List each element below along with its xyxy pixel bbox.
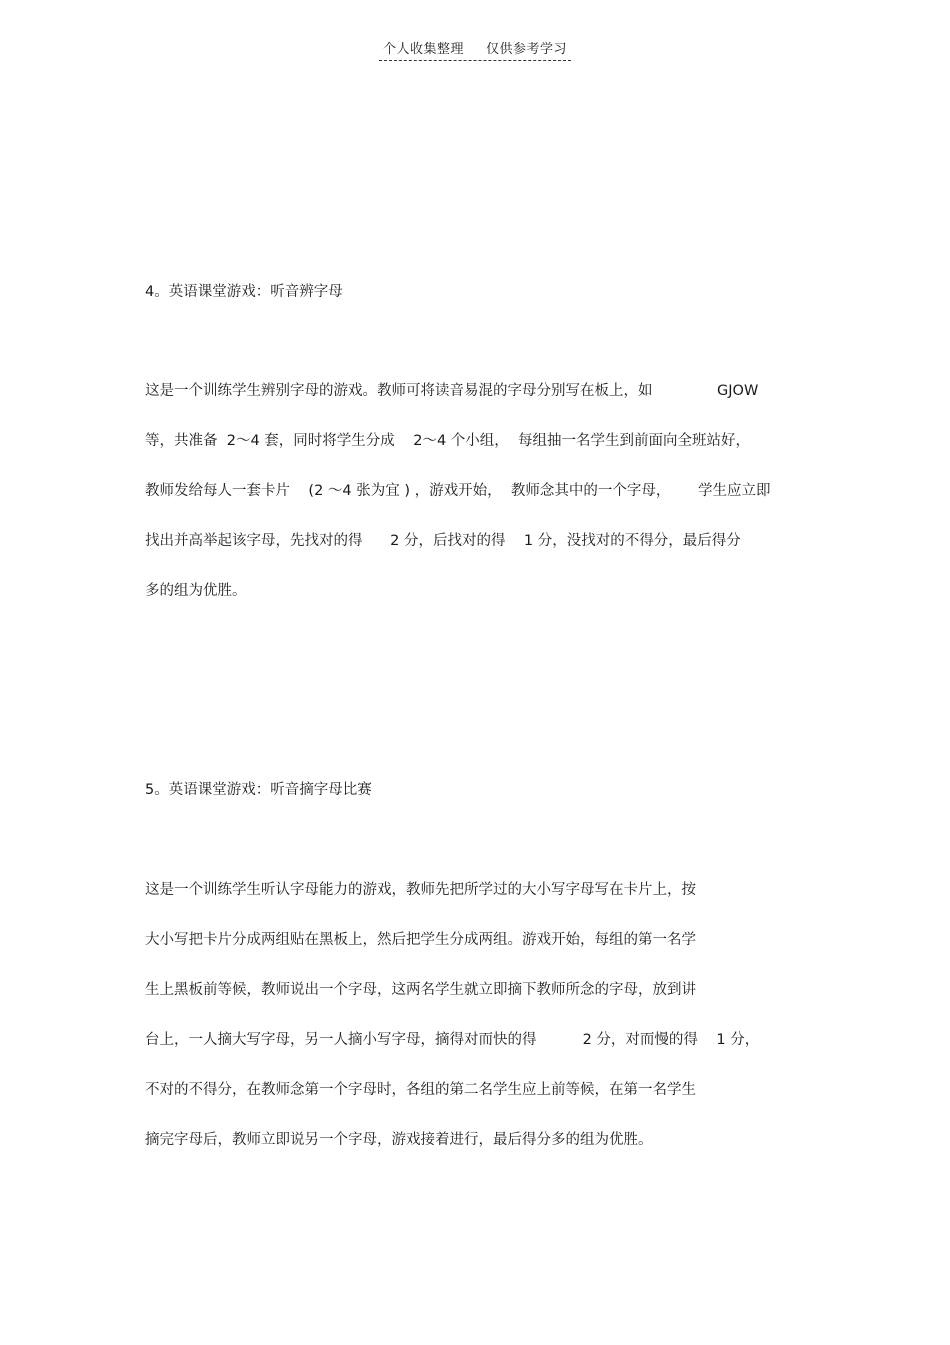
page-header	[0, 38, 950, 61]
paragraph-line: 这是一个训练学生听认字母能力的游戏，教师先把所学过的大小写字母写在卡片上，按	[145, 882, 696, 898]
paragraph-line: 不对的不得分，在教师念第一个字母时，各组的第二名学生应上前等候，在第一名学生	[145, 1082, 696, 1098]
section-heading: 5。英语课堂游戏：听音摘字母比赛	[145, 782, 372, 798]
paragraph-line: 多的组为优胜。	[145, 583, 247, 599]
paragraph-line: 找出并高举起该字母，先找对的得 2 分，后找对的得 1 分，没找对的不得分，最后得分	[145, 533, 741, 549]
paragraph-line: 生上黑板前等候，教师说出一个字母，这两名学生就立即摘下教师所念的字母，放到讲	[145, 982, 696, 998]
paragraph-line: 等，共准备 2～4 套，同时将学生分成 2～4 个小组， 每组抽一名学生到前面向全班站好，	[145, 433, 750, 449]
section-heading: 4。英语课堂游戏：听音辨字母	[145, 284, 343, 300]
paragraph-line: 摘完字母后，教师立即说另一个字母，游戏接着进行，最后得分多的组为优胜。	[145, 1132, 653, 1148]
paragraph-line: 大小写把卡片分成两组贴在黑板上，然后把学生分成两组。游戏开始，每组的第一名学	[145, 932, 696, 948]
paragraph-line: 台上，一人摘大写字母，另一人摘小写字母，摘得对而快的得 2 分，对而慢的得 1 分，	[145, 1032, 760, 1048]
paragraph-line: 教师发给每人一套卡片 (2 ～4 张为宜 ) ，游戏开始， 教师念其中的一个字母， 学生应立即	[145, 483, 771, 499]
header-underline	[379, 38, 571, 61]
paragraph-line: 这是一个训练学生辨别字母的游戏。教师可将读音易混的字母分别写在板上，如 GJOW	[145, 383, 759, 399]
header-left-text: 个人收集整理	[382, 42, 464, 57]
header-right-text: 仅供参考学习	[486, 42, 568, 57]
